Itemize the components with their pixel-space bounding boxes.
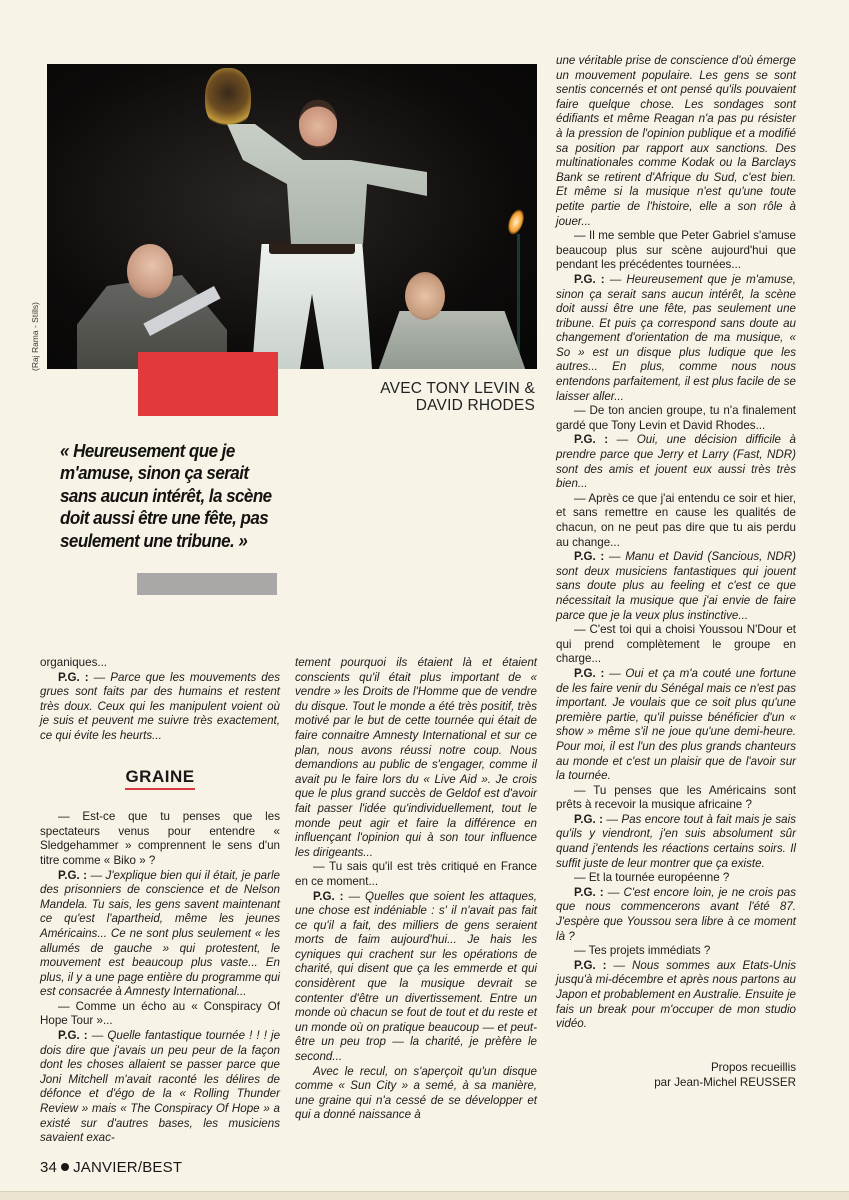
article-column-1 [40, 656, 280, 1146]
paragraph [556, 433, 796, 491]
paragraph: — De ton ancien groupe, tu n'a finalement gardé que Tony Levin et David Rhodes... [556, 404, 796, 432]
answer-text: — Quelle fantastique tournée ! ! ! je dois dire que j'avais un peu peur de la façon dont les choses allaient se passer parce que Joni Mitchell m'avait raconté les délires de défonce et d'égo de la « Rolling Thunder Review » mais « The Conspiracy Of Hope » a existé sur d'autres bases, les musiciens savaient exac- [40, 1029, 281, 1145]
answer-text: — Parce que les mouvements des grues sont faits par des humains et restent très doux. Ceux qui les manipulent voient où je suis et peuvent me suivre très exactement, ce qui évite les heurts... [40, 670, 280, 742]
paragraph: — Est-ce que tu penses que les spectateurs venus pour entendre « Sledgehammer » comprennent le sens d'un titre comme « Biko » ? [40, 810, 280, 867]
photo-lion-puppet [205, 68, 251, 130]
paragraph: — Il me semble que Peter Gabriel s'amuse beaucoup plus sur scène aujourd'hui que pendant les précédentes tournées... [556, 229, 796, 272]
byline-line-1: Propos recueillis [710, 1060, 796, 1074]
speaker-label: P.G. : [58, 670, 89, 684]
photo-tony-levin-head [127, 244, 173, 298]
bullet-icon [61, 1163, 69, 1171]
answer-text: — Heureusement que je m'amuse, sinon ça serait sans aucun intérêt, la scène doit aussi être une fête, pas seulement une tribune. Et puis ça correspond sans doute au changement d'orientation de ma musique, « So » est un disque plus ludique que les autres... En plus, comme nous nous entendons parfaitement, il est plus facile de se laisser aller... [556, 272, 796, 403]
paragraph [556, 550, 796, 623]
byline-line-2: par Jean-Michel REUSSER [654, 1075, 796, 1089]
photo-credit: (Raj Rama - Stills) [30, 302, 40, 371]
photo-stage-light [505, 207, 527, 236]
paragraph [40, 1029, 280, 1146]
section-heading: GRAINE [125, 766, 195, 786]
speaker-label: P.G. : [574, 272, 605, 286]
photo-singer-head [299, 100, 337, 148]
answer-text: — Manu et David (Sancious, NDR) sont deux musiciens fantastiques qui jouent sans doute plus au feeling et c'est ce que nécessitait la musique que j'ai envie de faire parce que je la veux plus instinctive... [556, 550, 796, 622]
photo-david-rhodes-head [405, 272, 445, 320]
answer-text: — J'explique bien qui il était, je parle des prisonniers de conscience et de Nelson Mandela. Tu sais, les gens savent maintenant ce qu'est l'apartheid, même les jeunes Américains... Ce ne sont plus seulement « les allumés de gauche » qui protestent, le mouvement est beaucoup plus vaste... En plus, il y a une page entière du programme qui est consacrée à Amnesty International... [40, 868, 281, 999]
concert-photo [47, 64, 537, 369]
caption-line-1: AVEC TONY LEVIN & [380, 380, 535, 397]
answer-text: — C'est encore loin, je ne crois pas que nous commencerons avant l'été 87. J'espère que Youssou sera libre à ce moment là ? [556, 885, 796, 943]
speaker-label: P.G. : [574, 885, 604, 899]
paragraph [556, 959, 796, 1032]
speaker-label: P.G. : [574, 433, 609, 447]
paragraph: — Tu sais qu'il est très critiqué en France en ce moment... [295, 860, 537, 888]
gray-accent-block [137, 573, 277, 595]
paragraph: tement pourquoi ils étaient là et étaient conscients qu'il était plus important de « vendre » les Droits de l'Homme que de vendre du disque. Tout le monde a été très positif, très motivé par le but de cette tournée qui était de faire connaitre Amnesty International et sur ce plan, nous avons réussi notre coup. Nous demandions au public de s'engager, comme il avait pu le faire lors du « Live Aid ». Je crois que le plus grand succès de Geldof est d'avoir fait passer l'idée qu'individuellement, tout le monde peut agir et faire la différence en influençant l'opinion qui à son tour influence les dirigeants... [295, 656, 537, 859]
answer-text: — Quelles que soient les attaques, une chose est indéniable : s' il n'avait pas fait ce qu'il a fait, des milliers de gens seraient morts de faim aujourd'hui... Je hais les cyniques qui crachent sur les opérations de charité, qui disent que ça les emmerde et qui considèrent que la musique devrait se contenter d'être un divertissement. Entre un monde où chacun se fout de tout et du reste et un monde où on pratique beaucoup — et peut-être un peu trop — la charité, je prèfère le second... [295, 889, 537, 1064]
paragraph: — Tes projets immédiats ? [574, 944, 711, 958]
speaker-label: P.G. : [313, 889, 344, 903]
answer-text: — Oui et ça m'a couté une fortune de les faire venir du Sénégal mais ce n'est pas important. Je voulais que ce soit plus qu'une première partie, qu'il puisse bénéficier d'un « show » même s'il ne joue qu'une demi-heure. Pour moi, il est l'un des plus grands chanteurs au monde et c'est un plaisir que de l'avoir sur la tournée. [556, 666, 796, 783]
paragraph [40, 869, 280, 1000]
speaker-label: P.G. : [58, 1029, 88, 1043]
article-column-2 [295, 656, 537, 1123]
photo-singer-legs [252, 244, 372, 369]
photo-mic-stand [517, 234, 520, 354]
paragraph [556, 886, 796, 944]
paragraph: organiques... [40, 656, 108, 669]
speaker-label: P.G. : [574, 666, 605, 680]
photo-david-rhodes-body [377, 304, 527, 369]
paragraph [556, 667, 796, 784]
page-folio [40, 1159, 182, 1176]
paragraph: — C'est toi qui a choisi Youssou N'Dour et qui prend complètement le groupe en charge... [556, 623, 796, 666]
heading-underline [125, 788, 195, 790]
paragraph: — Comme un écho au « Conspiracy Of Hope Tour »... [40, 999, 280, 1028]
paragraph: Avec le recul, on s'aperçoit qu'un disque comme « Sun City » a semé, à sa manière, une graine qui n'a cessé de se développer et qui a donné naissance à [295, 1064, 537, 1122]
paragraph: — Après ce que j'ai entendu ce soir et hier, et sans remettre en cause les qualités de chacun, on ne peut pas dire que tu ais perdu au change... [556, 491, 796, 549]
paragraph [40, 671, 280, 744]
byline [556, 1060, 796, 1090]
photo-caption [340, 380, 535, 414]
paragraph: — Tu penses que les Américains sont prêts à recevoir la musique africaine ? [556, 783, 796, 812]
speaker-label: P.G. : [58, 868, 88, 882]
paragraph: une véritable prise de conscience d'où émerge un mouvement populaire. Les gens se sont sentis concernés et ont pensé qu'ils pouvaient faire quelque chose. Les sondages sont édifiants et même Reagan n'a pas pu résister à la pression de l'opinion publique et a modifié sa position par rapport aux sanctions. Des multinationales comme Kodak ou la Barclays Bank se retirent d'Afrique du Sud, c'est bien. Et même si la musique n'est qu'une toute petite partie de l'histoire, elle a son rôle à jouer... [556, 54, 796, 228]
answer-text: — Oui, une décision difficile à prendre parce que Jerry et Larry (Fast, NDR) sont des amis et jouent eux aussi très très bien... [556, 433, 797, 491]
speaker-label: P.G. : [574, 550, 605, 564]
paragraph [556, 273, 796, 404]
answer-text: — Nous sommes aux Etats-Unis jusqu'à mi-décembre et après nous partons au Japon et probablement en Australie. Ensuite je fais un break pour m'occuper de mon studio vidéo. [556, 958, 796, 1031]
paragraph: — Et la tournée européenne ? [574, 871, 730, 885]
answer-text: — Pas encore tout à fait mais je sais qu'ils y viendront, j'en suis absolument sûr quand j'entends les réactions certains soirs. Il suffit juste de leur montrer que ça existe. [556, 812, 796, 870]
red-accent-block [138, 352, 278, 416]
article-column-3 [556, 54, 796, 1090]
paragraph [295, 890, 537, 1065]
paragraph [556, 813, 796, 871]
page-number: 34 [40, 1159, 58, 1176]
pull-quote: « Heureusement que je m'amuse, sinon ça serait sans aucun intérêt, la scène doit aussi être une fête, pas seulement une tribune. » [60, 440, 272, 551]
speaker-label: P.G. : [574, 958, 607, 972]
speaker-label: P.G. : [574, 812, 603, 826]
caption-line-2: DAVID RHODES [415, 397, 535, 414]
page-edge [0, 1191, 849, 1200]
publication-name: JANVIER/BEST [73, 1159, 183, 1176]
